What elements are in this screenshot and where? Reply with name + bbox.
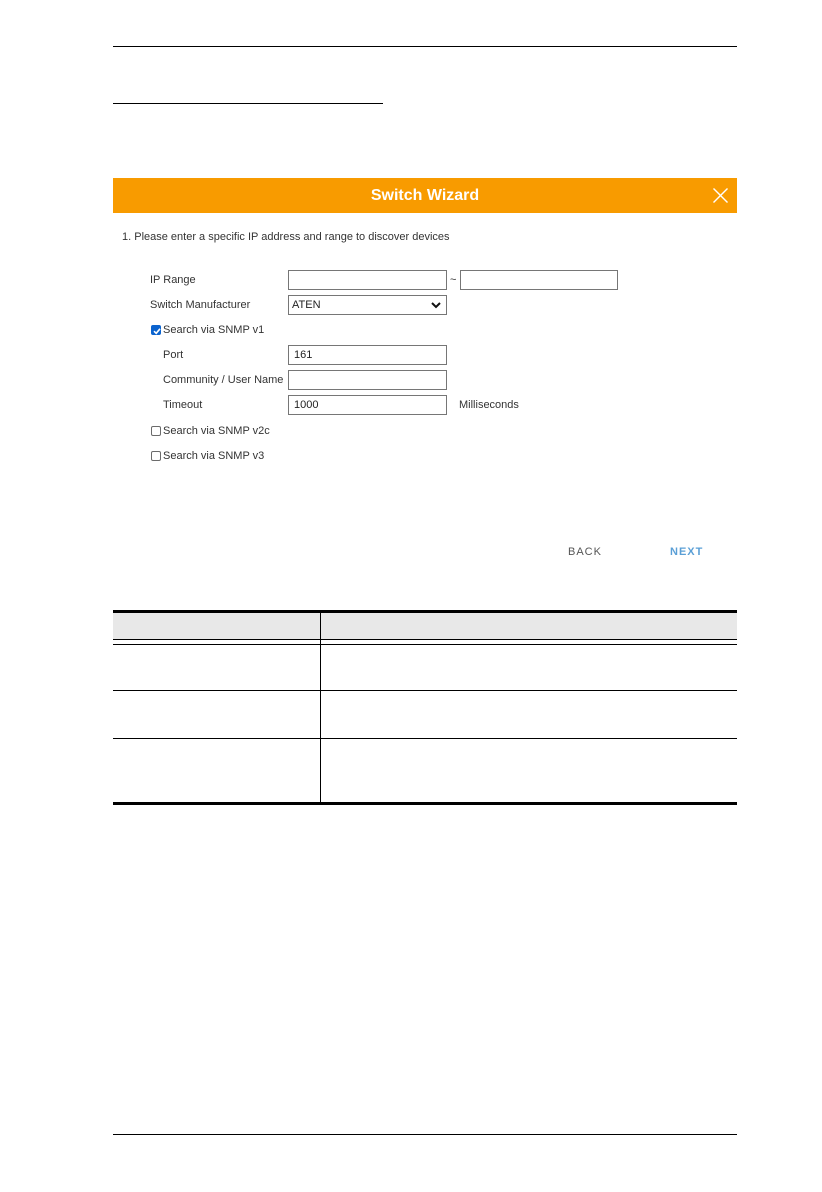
ip-range-end-input[interactable] [460, 270, 618, 290]
table-row-divider [113, 644, 737, 645]
switch-manufacturer-value: ATEN [292, 299, 321, 311]
community-label: Community / User Name [163, 374, 284, 386]
snmp-v3-label: Search via SNMP v3 [163, 450, 265, 462]
checkmark-icon [152, 326, 162, 336]
next-button[interactable]: NEXT [670, 546, 704, 558]
wizard-header [113, 178, 737, 213]
snmp-v2c-label: Search via SNMP v2c [163, 425, 270, 437]
ip-range-label: IP Range [150, 274, 196, 286]
page-bottom-rule [113, 1134, 737, 1135]
section-heading-underline [113, 103, 383, 104]
page-top-rule [113, 46, 737, 47]
switch-manufacturer-select[interactable] [288, 295, 447, 315]
port-label: Port [163, 349, 184, 361]
wizard-title: Switch Wizard [370, 187, 480, 204]
timeout-input[interactable] [288, 395, 447, 415]
snmp-v3-checkbox[interactable] [151, 451, 161, 461]
chevron-down-icon [430, 299, 442, 311]
wizard-instruction: 1. Please enter a specific IP address and range to discover devices [122, 231, 450, 243]
snmp-v1-label: Search via SNMP v1 [163, 324, 265, 336]
close-icon[interactable] [712, 187, 729, 204]
snmp-v2c-checkbox[interactable] [151, 426, 161, 436]
table-header-row [113, 613, 737, 639]
table-bottom-border [113, 802, 737, 805]
timeout-label: Timeout [163, 399, 203, 411]
table-column-divider [320, 613, 321, 803]
port-input[interactable] [288, 345, 447, 365]
ip-range-separator: ~ [450, 274, 457, 286]
community-input[interactable] [288, 370, 447, 390]
table-header-divider [113, 639, 737, 640]
back-button[interactable]: BACK [568, 546, 602, 558]
timeout-unit: Milliseconds [459, 399, 519, 411]
switch-manufacturer-label: Switch Manufacturer [150, 299, 251, 311]
ip-range-start-input[interactable] [288, 270, 447, 290]
table-row-divider [113, 690, 737, 691]
table-row-divider [113, 738, 737, 739]
switch-wizard-dialog [113, 178, 737, 578]
snmp-v1-checkbox[interactable] [151, 325, 161, 335]
